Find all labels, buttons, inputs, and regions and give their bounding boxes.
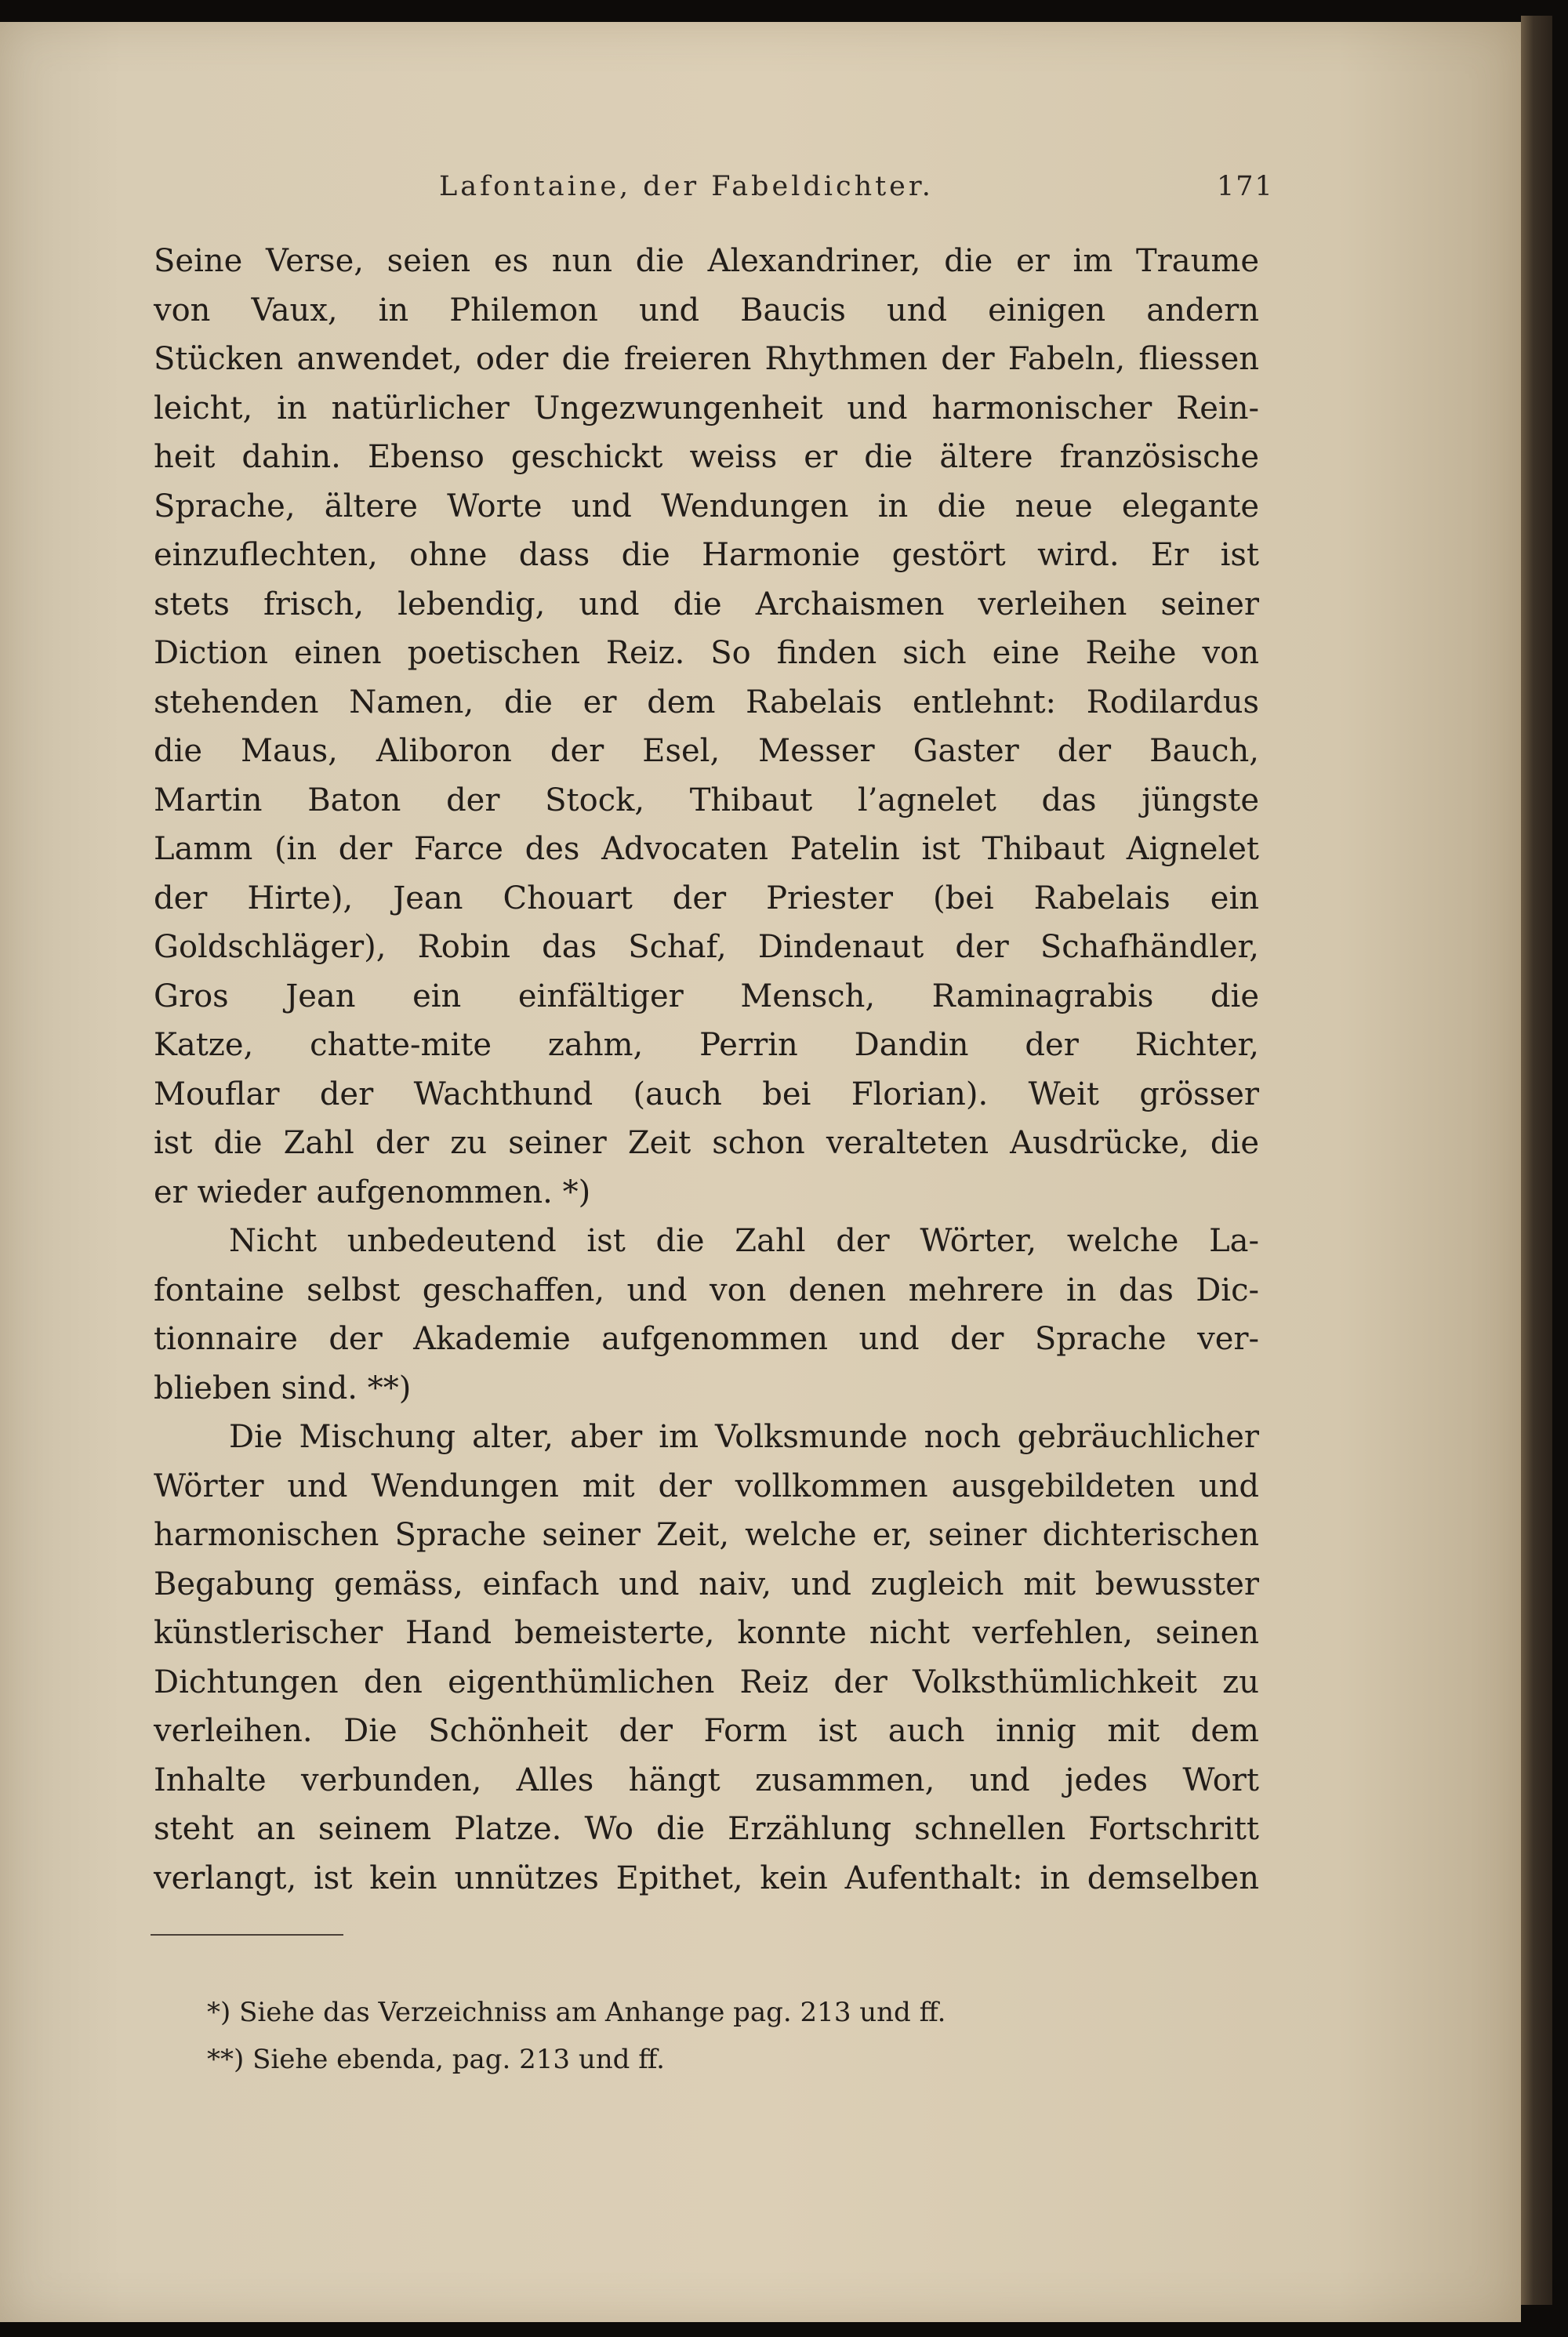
text-line: verlangt, ist kein unnützes Epithet, kein Aufenthalt: in demselben: [154, 1860, 1259, 1896]
text-line: leicht, in natürlicher Ungezwungenheit und harmonischer Rein-: [154, 390, 1259, 426]
text-line: Diction einen poetischen Reiz. So finden sich eine Reihe von: [154, 635, 1259, 671]
text-line: Gros Jean ein einfältiger Mensch, Raminagrabis die: [154, 978, 1259, 1014]
running-title: Lafontaine, der Fabeldichter.: [439, 171, 934, 202]
text-line: verleihen. Die Schönheit der Form ist auch innig mit dem: [154, 1713, 1259, 1749]
footnotes: [207, 1989, 1148, 2083]
text-line: Stücken anwendet, oder die freieren Rhythmen der Fabeln, fliessen: [154, 341, 1259, 377]
text-line: harmonischen Sprache seiner Zeit, welche er, seiner dichterischen: [154, 1517, 1259, 1553]
text-line: Sprache, ältere Worte und Wendungen in die neue elegante: [154, 488, 1259, 524]
text-line: Goldschläger), Robin das Schaf, Dindenaut der Schafhändler,: [154, 929, 1259, 965]
footnote-1: *) Siehe das Verzeichniss am Anhange pag. 213 und ff.: [207, 1997, 946, 2028]
text-line: ist die Zahl der zu seiner Zeit schon veralteten Ausdrücke, die: [154, 1125, 1259, 1161]
book-spine-edge: [1521, 16, 1552, 2305]
text-line: er wieder aufgenommen. *): [154, 1174, 591, 1210]
text-line: Dichtungen den eigenthümlichen Reiz der Volksthümlichkeit zu: [154, 1664, 1259, 1700]
text-line: fontaine selbst geschaffen, und von denen mehrere in das Dic-: [154, 1272, 1259, 1308]
text-line: Katze, chatte-mite zahm, Perrin Dandin der Richter,: [154, 1027, 1259, 1063]
text-line: Seine Verse, seien es nun die Alexandriner, die er im Traume: [154, 243, 1259, 279]
footnote-separator: [151, 1934, 343, 1936]
text-line: Wörter und Wendungen mit der vollkommen ausgebildeten und: [154, 1468, 1259, 1504]
body-text: [154, 237, 1259, 1903]
text-line: Nicht unbedeutend ist die Zahl der Wörter, welche La-: [229, 1223, 1259, 1259]
text-line: blieben sind. **): [154, 1370, 412, 1406]
paragraph-2: [154, 1217, 1259, 1413]
text-line: stehenden Namen, die er dem Rabelais entlehnt: Rodilardus: [154, 684, 1259, 720]
text-line: einzuflechten, ohne dass die Harmonie gestört wird. Er ist: [154, 537, 1259, 573]
footnote-2: **) Siehe ebenda, pag. 213 und ff.: [207, 2044, 665, 2075]
text-line: steht an seinem Platze. Wo die Erzählung schnellen Fortschritt: [154, 1811, 1259, 1847]
text-line: die Maus, Aliboron der Esel, Messer Gaster der Bauch,: [154, 733, 1259, 769]
paragraph-1: [154, 237, 1259, 1217]
text-line: der Hirte), Jean Chouart der Priester (bei Rabelais ein: [154, 880, 1259, 916]
text-line: Begabung gemäss, einfach und naiv, und zugleich mit bewusster: [154, 1566, 1259, 1602]
page-number: 171: [1217, 171, 1274, 202]
page-header: [0, 171, 1521, 218]
text-line: künstlerischer Hand bemeisterte, konnte nicht verfehlen, seinen: [154, 1615, 1259, 1651]
text-line: Inhalte verbunden, Alles hängt zusammen, und jedes Wort: [154, 1762, 1259, 1798]
text-line: stets frisch, lebendig, und die Archaismen verleihen seiner: [154, 586, 1259, 622]
text-line: Die Mischung alter, aber im Volksmunde noch gebräuchlicher: [229, 1419, 1259, 1455]
text-line: Lamm (in der Farce des Advocaten Patelin ist Thibaut Aignelet: [154, 831, 1259, 867]
text-line: tionnaire der Akademie aufgenommen und der Sprache ver-: [154, 1321, 1259, 1357]
text-line: Martin Baton der Stock, Thibaut l’agnelet das jüngste: [154, 782, 1259, 818]
paragraph-3: [154, 1413, 1259, 1903]
text-line: heit dahin. Ebenso geschickt weiss er die ältere französische: [154, 439, 1259, 475]
text-line: von Vaux, in Philemon und Baucis und einigen andern: [154, 292, 1259, 328]
text-line: Mouflar der Wachthund (auch bei Florian). Weit grösser: [154, 1076, 1259, 1112]
